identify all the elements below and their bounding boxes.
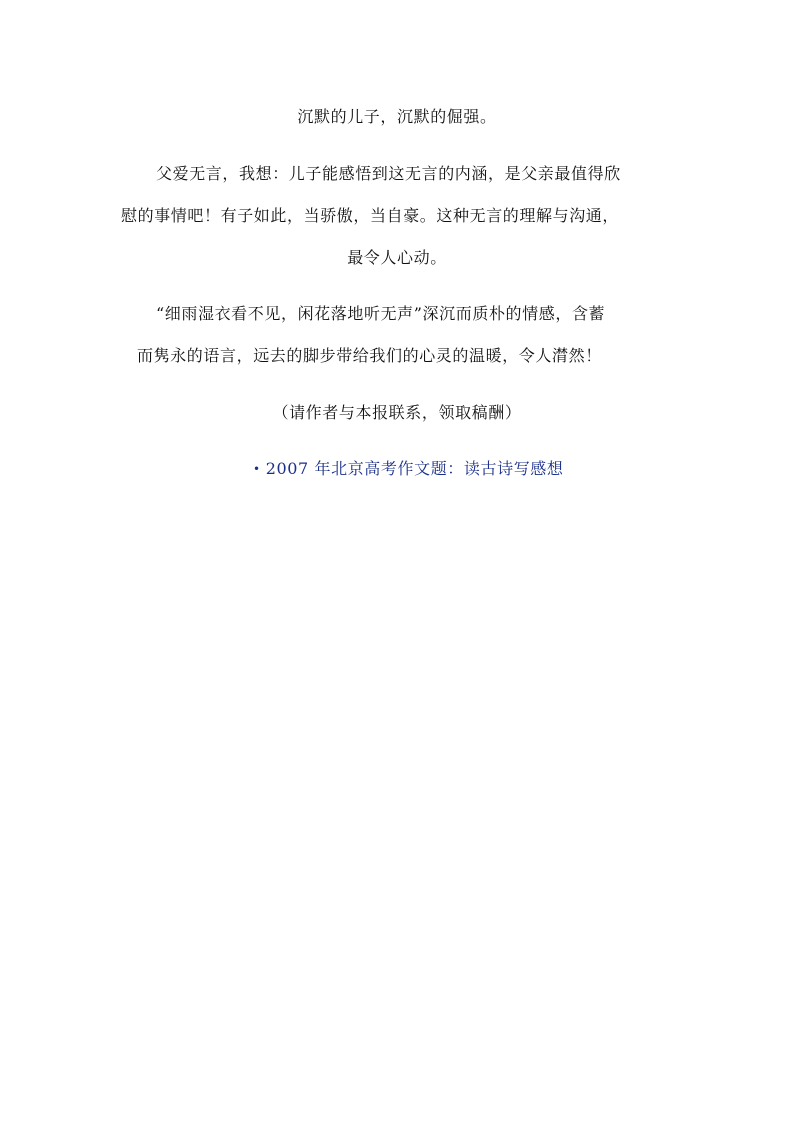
paragraph-line-6: 而隽永的语言，远去的脚步带给我们的心灵的温暖，令人潸然！ xyxy=(137,346,602,365)
paragraph-line-1: 沉默的儿子，沉默的倔强。 xyxy=(297,107,497,126)
paragraph-line-5: “细雨湿衣看不见，闲花落地听无声”深沉而质朴的情感，含蓄 xyxy=(156,304,606,323)
paragraph-line-4: 最令人心动。 xyxy=(347,248,447,267)
paragraph-line-3: 慰的事情吧！有子如此，当骄傲，当自豪。这种无言的理解与沟通， xyxy=(121,206,620,225)
paragraph-line-2: 父爱无言，我想：儿子能感悟到这无言的内涵，是父亲最值得欣 xyxy=(156,164,621,183)
related-article-link[interactable] xyxy=(253,459,564,479)
related-article-link-text[interactable]: 2007 年北京高考作文题：读古诗写感想 xyxy=(265,459,564,478)
bullet-icon: • xyxy=(253,462,261,476)
author-contact-note: （请作者与本报联系，领取稿酬） xyxy=(272,403,522,422)
